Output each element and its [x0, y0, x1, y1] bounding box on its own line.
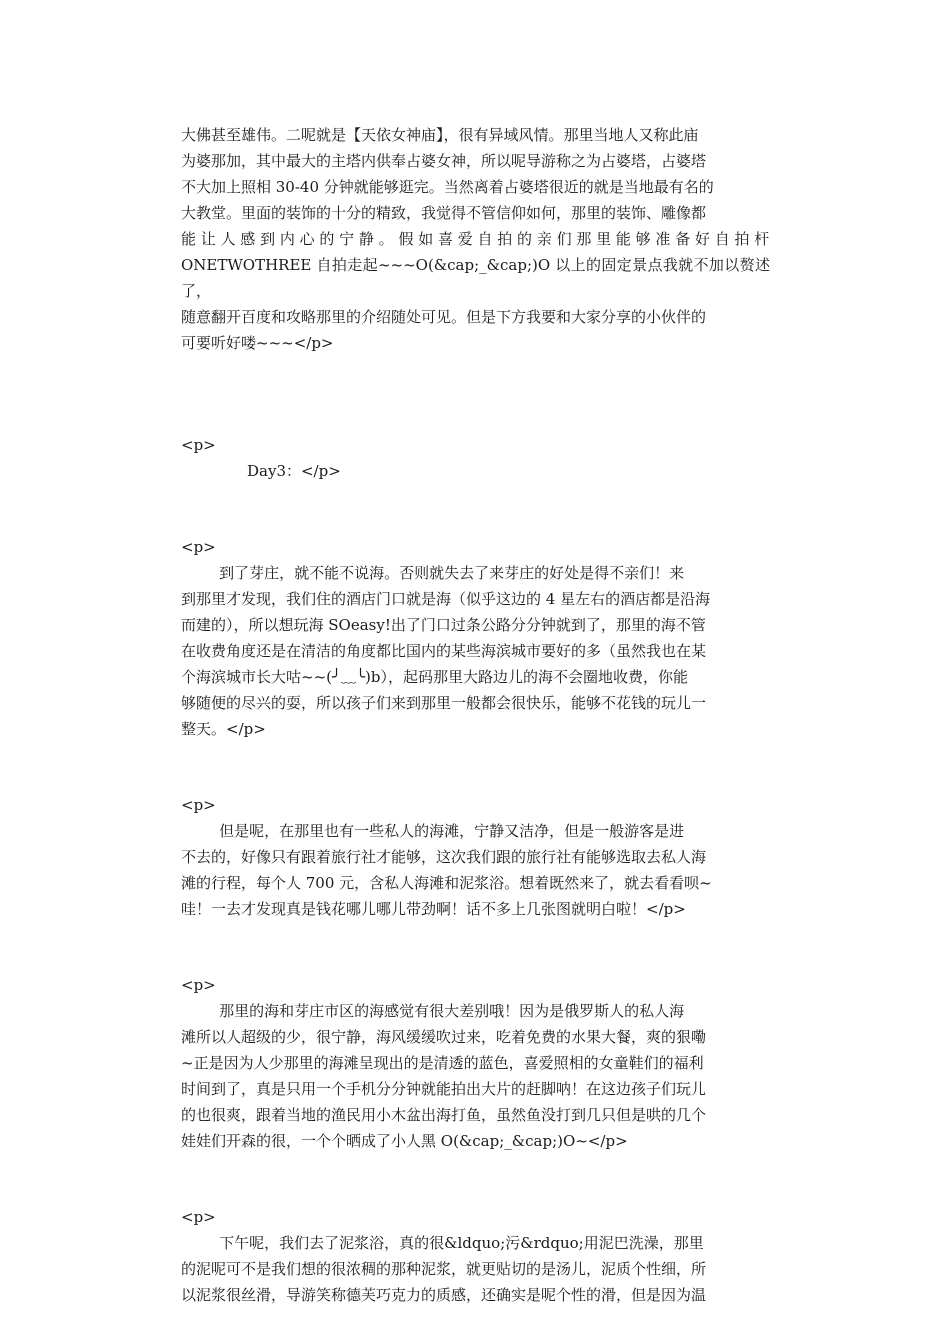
text-line: 而建的），所以想玩海 SOeasy!出了门口过条公路分分钟就到了，那里的海不管 — [181, 616, 706, 634]
text-line: 大教堂。里面的装饰的十分的精致，我觉得不管信仰如何，那里的装饰、雕像都 — [181, 204, 707, 222]
text-line: 能 让 人 感 到 内 心 的 宁 静 。 假 如 喜 爱 自 拍 的 亲 们 那 里 能 够 准 备 好 自 拍 杆 — [181, 230, 770, 248]
text-line: 可要听好喽~~~</p> — [181, 334, 334, 352]
text-line: 以泥浆很丝滑，导游笑称德芙巧克力的质感，还确实是呢个性的滑，但是因为温 — [181, 1286, 707, 1304]
p-open-tag: <p> — [181, 538, 216, 556]
text-line: 不大加上照相 30-40 分钟就能够逛完。当然离着占婆塔很近的就是当地最有名的 — [181, 178, 714, 196]
text-line: 那里的海和芽庄市区的海感觉有很大差别哦！因为是俄罗斯人的私人海 — [181, 1002, 685, 1020]
text-line: 时间到了，真是只用一个手机分分钟就能拍出大片的赶脚呐！在这边孩子们玩儿 — [181, 1080, 707, 1098]
paragraph-5 — [181, 1204, 770, 1308]
text-line: 但是呢，在那里也有一些私人的海滩，宁静又洁净，但是一般游客是进 — [181, 822, 685, 840]
paragraph-3 — [181, 792, 770, 922]
text-line: ~正是因为人少那里的海滩呈现出的是清透的蓝色，喜爱照相的女童鞋们的福利 — [181, 1054, 704, 1072]
text-line: 够随便的尽兴的耍，所以孩子们来到那里一般都会很快乐，能够不花钱的玩儿一 — [181, 694, 707, 712]
text-line: 滩的行程，每个人 700 元，含私人海滩和泥浆浴。想着既然来了，就去看看呗~ — [181, 874, 712, 892]
p-open-tag: <p> — [181, 436, 216, 454]
text-line: 不去的，好像只有跟着旅行社才能够，这次我们跟的旅行社有能够选取去私人海 — [181, 848, 707, 866]
text-line: 在收费角度还是在清洁的角度都比国内的某些海滨城市要好的多（虽然我也在某 — [181, 642, 707, 660]
paragraph-4 — [181, 972, 770, 1154]
p-open-tag: <p> — [181, 1208, 216, 1226]
text-line: 娃娃们开森的很，一个个晒成了小人黑 O(&cap;_&cap;)O~</p> — [181, 1132, 628, 1150]
text-line: ONETWOTHREE 自拍走起~~~O(&cap;_&cap;)O 以上的固定景点我就不加以赘述了， — [181, 256, 770, 300]
document-page — [181, 122, 770, 1308]
text-line: 下午呢，我们去了泥浆浴，真的很&ldquo;污&rdquo;用泥巴洗澡，那里 — [181, 1234, 704, 1252]
text-line: 到了芽庄，就不能不说海。否则就失去了来芽庄的好处是得不亲们！来 — [181, 564, 685, 582]
text-line: 整天。</p> — [181, 720, 266, 738]
p-open-tag: <p> — [181, 796, 216, 814]
text-line: 滩所以人超级的少，很宁静，海风缓缓吹过来，吃着免费的水果大餐，爽的狠嘞 — [181, 1028, 707, 1046]
text-line: 到那里才发现，我们住的酒店门口就是海（似乎这边的 4 星左右的酒店都是沿海 — [181, 590, 711, 608]
paragraph-day3 — [181, 432, 770, 484]
text-line: 大佛甚至雄伟。二呢就是【天依女神庙】，很有异域风情。那里当地人又称此庙 — [181, 126, 699, 144]
text-line: 的也很爽，跟着当地的渔民用小木盆出海打鱼，虽然鱼没打到几只但是哄的几个 — [181, 1106, 707, 1124]
text-line: 随意翻开百度和攻略那里的介绍随处可见。但是下方我要和大家分享的小伙伴的 — [181, 308, 707, 326]
text-line: 的泥呢可不是我们想的很浓稠的那种泥浆，就更贴切的是汤儿，泥质个性细，所 — [181, 1260, 707, 1278]
day-heading: Day3：</p> — [247, 462, 341, 480]
paragraph-2 — [181, 534, 770, 742]
text-line: 为婆那加，其中最大的主塔内供奉占婆女神，所以呢导游称之为占婆塔，占婆塔 — [181, 152, 707, 170]
p-open-tag: <p> — [181, 976, 216, 994]
text-line: 个海滨城市长大咕~~(╯﹏╰)b），起码那里大路边儿的海不会圈地收费，你能 — [181, 668, 689, 686]
text-line: 哇！一去才发现真是钱花哪儿哪儿带劲啊！话不多上几张图就明白啦！</p> — [181, 900, 686, 918]
paragraph-1 — [181, 122, 770, 356]
